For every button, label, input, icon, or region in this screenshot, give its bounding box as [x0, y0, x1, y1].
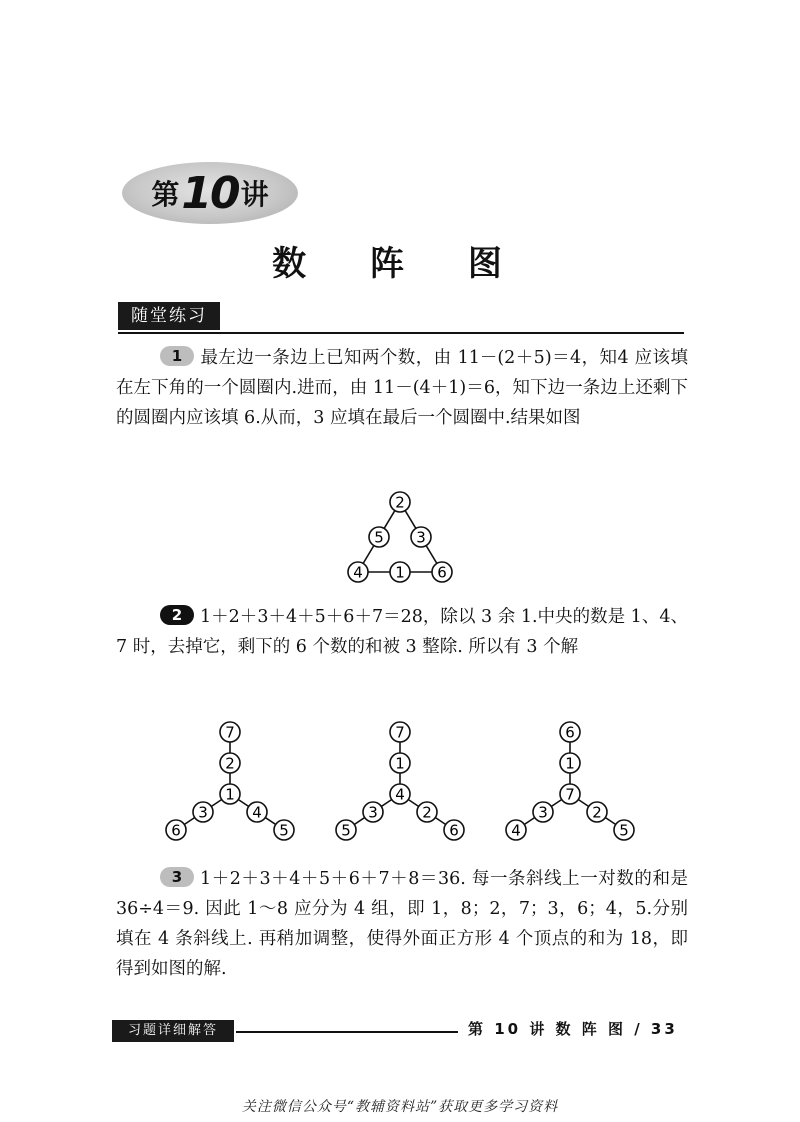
node-value: 2: [395, 493, 405, 512]
node-value: 6: [565, 723, 575, 742]
y-node-upper: [560, 753, 580, 773]
node-value: 6: [437, 563, 447, 582]
watermark-text: 关注微信公众号“教辅资料站”获取更多学习资料: [241, 1099, 559, 1115]
problem-2: [116, 602, 688, 662]
footer-label: 习题详细解答: [112, 1020, 234, 1042]
lecture-suffix: 讲: [240, 178, 269, 211]
problem-text: 最左边一条边上已知两个数，由 11－(2＋5)＝4，知4 应该填在左下角的一个圆圈内.进而，由 11－(4＋1)＝6，知下边一条边上还剩下的圆圈内应该填 6.从而，3 应填在最后一个圆圈中.结果如图: [116, 348, 688, 428]
y-figure-2: [336, 722, 464, 840]
y-node-center: [390, 784, 410, 804]
y-node-left-outer: [166, 820, 186, 840]
triangle-node-bottom-mid: [390, 562, 410, 582]
node-value: 3: [538, 803, 548, 822]
y-node-left-outer: [506, 820, 526, 840]
node-value: 3: [198, 803, 208, 822]
triangle-node-bottom-left: [348, 562, 368, 582]
lecture-number: 10: [181, 167, 239, 219]
y-figure-3: [506, 722, 634, 840]
y-node-upper: [220, 753, 240, 773]
triangle-node-top: [390, 492, 410, 512]
triangle-figure: [340, 488, 470, 588]
node-value: 3: [368, 803, 378, 822]
node-value: 7: [225, 723, 235, 742]
triangle-node-left-mid: [369, 527, 389, 547]
y-node-top: [390, 722, 410, 742]
node-value: 1: [395, 563, 405, 582]
node-value: 4: [395, 785, 405, 804]
problem-number-badge: 1: [160, 346, 194, 366]
node-value: 1: [225, 785, 235, 804]
node-value: 6: [449, 821, 459, 840]
node-value: 5: [279, 821, 289, 840]
problem-number-badge: 3: [160, 867, 194, 887]
y-node-right-outer: [274, 820, 294, 840]
triangle-node-right-mid: [411, 527, 431, 547]
y-node-center: [560, 784, 580, 804]
node-value: 1: [565, 754, 575, 773]
y-node-top: [560, 722, 580, 742]
footer-divider: [236, 1031, 458, 1033]
node-value: 5: [619, 821, 629, 840]
y-node-left-outer: [336, 820, 356, 840]
y-node-right-outer: [444, 820, 464, 840]
node-value: 6: [171, 821, 181, 840]
y-node-right-outer: [614, 820, 634, 840]
triangle-node-bottom-right: [432, 562, 452, 582]
node-value: 5: [341, 821, 351, 840]
problem-1: [116, 343, 688, 433]
running-footer: 第 10 讲 数 阵 图 / 33: [468, 1020, 678, 1038]
y-node-right-inner: [587, 802, 607, 822]
y-node-center: [220, 784, 240, 804]
page-title: 数 阵 图: [272, 244, 528, 284]
y-figure-1: [166, 722, 294, 840]
node-value: 2: [592, 803, 602, 822]
y-node-left-inner: [533, 802, 553, 822]
node-value: 7: [395, 723, 405, 742]
y-node-left-inner: [363, 802, 383, 822]
node-value: 4: [353, 563, 363, 582]
node-value: 2: [422, 803, 432, 822]
problem-text: 1＋2＋3＋4＋5＋6＋7＝28，除以 3 余 1.中央的数是 1、4、7 时，去掉它，剩下的 6 个数的和被 3 整除. 所以有 3 个解: [116, 607, 688, 657]
section-label: 随堂练习: [118, 302, 220, 330]
problem-3: [116, 864, 688, 984]
y-node-right-inner: [417, 802, 437, 822]
problem-text: 1＋2＋3＋4＋5＋6＋7＋8＝36. 每一条斜线上一对数的和是 36÷4＝9. 因此 1～8 应分为 4 组，即 1，8；2，7；3，6；4，5.分别填在 4 条斜线上. 再稍加调整，使得外面正方形 4 个顶点的和为 18，即得到如图的解.: [116, 869, 688, 979]
y-figures: [160, 720, 650, 845]
problem-number-badge: 2: [160, 605, 194, 625]
y-node-right-inner: [247, 802, 267, 822]
section-divider: [118, 332, 684, 334]
y-node-left-inner: [193, 802, 213, 822]
y-node-top: [220, 722, 240, 742]
node-value: 4: [511, 821, 521, 840]
node-value: 5: [374, 528, 384, 547]
node-value: 7: [565, 785, 575, 804]
node-value: 3: [416, 528, 426, 547]
y-node-upper: [390, 753, 410, 773]
lecture-prefix: 第: [151, 178, 180, 211]
node-value: 4: [252, 803, 262, 822]
node-value: 2: [225, 754, 235, 773]
node-value: 1: [395, 754, 405, 773]
lecture-badge: [122, 162, 298, 224]
